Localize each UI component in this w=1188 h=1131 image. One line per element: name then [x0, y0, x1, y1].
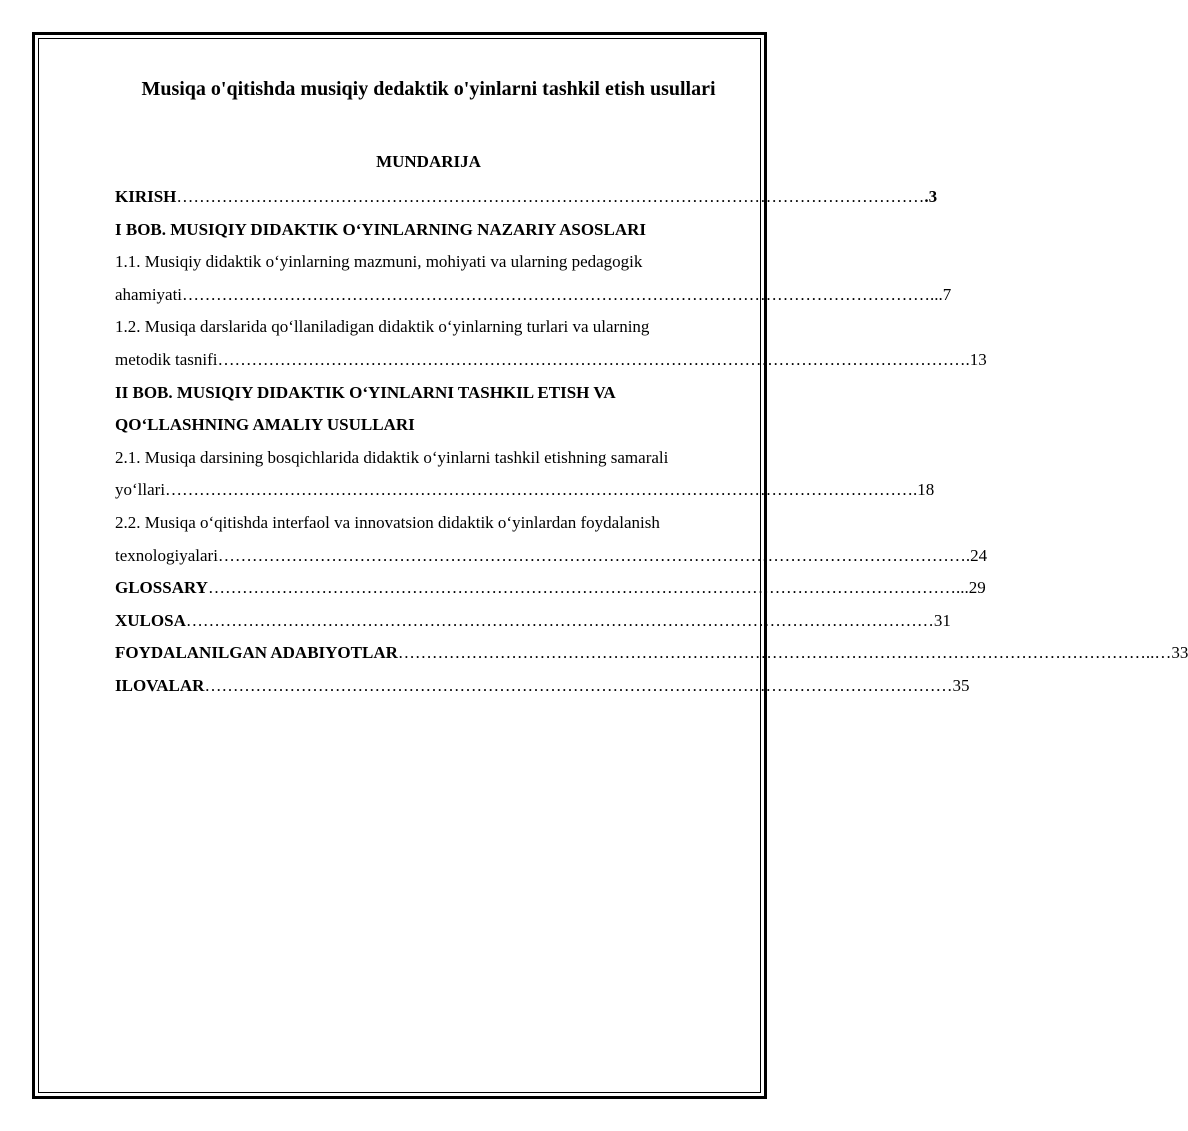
toc-section-2-1-line1[interactable]: 2.1. Musiqa darsining bosqichlarida didaktik o‘yinlarni tashkil etishning samarali — [115, 447, 669, 467]
toc-entry-label: GLOSSARY — [115, 578, 208, 598]
toc-page-number: 35 — [952, 675, 970, 695]
toc-section-2-1-line2[interactable] — [115, 474, 935, 507]
toc-entry-label: ahamiyati — [115, 284, 183, 304]
dot-leader: …………………………………………………………………………………………………………………… — [217, 349, 966, 369]
toc-page-number: .24 — [965, 545, 988, 565]
toc-entry-glossary[interactable] — [115, 572, 986, 605]
toc-entry-kirish[interactable] — [115, 181, 938, 214]
toc-heading: MUNDARIJA — [376, 152, 481, 171]
dot-leader: …………………………………………………………………………………………………………………… — [204, 675, 953, 695]
toc-entry-label: KIRISH — [115, 187, 177, 206]
toc-entry-label: ILOVALAR — [115, 675, 205, 695]
toc-entry-label: metodik tasnifi — [115, 349, 218, 369]
toc-section-2-2-line2[interactable] — [115, 540, 988, 573]
table-of-contents — [115, 181, 1188, 703]
toc-section-2-2-line1[interactable]: 2.2. Musiqa o‘qitishda interfaol va innovatsion didaktik o‘yinlardan foydalanish — [115, 512, 660, 532]
toc-page-number: .18 — [913, 480, 935, 500]
document-title: Musiqa o'qitishda musiqiy dedaktik o'yinlarni tashkil etish usullari — [141, 78, 716, 100]
dot-leader: …………………………………………………………………………………………………………………… — [182, 284, 931, 304]
toc-page-number: 31 — [933, 610, 951, 630]
toc-entry-ilovalar[interactable] — [115, 670, 970, 703]
toc-entry-label: XULOSA — [115, 610, 186, 630]
dot-leader: …………………………………………………………………………………………………………………… — [207, 578, 956, 598]
toc-chapter-2-line2[interactable]: QO‘LLASHNING AMALIY USULLARI — [115, 415, 415, 435]
toc-section-1-1-line1[interactable]: 1.1. Musiqiy didaktik o‘yinlarning mazmuni, mohiyati va ularning pedagogik — [115, 252, 643, 272]
toc-page-number: .13 — [965, 349, 987, 369]
toc-page-number: ..…33 — [1145, 643, 1188, 663]
toc-entry-adabiyotlar[interactable] — [115, 637, 1188, 670]
dot-leader: …………………………………………………………………………………………………………………… — [217, 545, 966, 565]
toc-entry-label: yo‘llari — [115, 480, 166, 500]
toc-chapter-2-line1[interactable]: II BOB. MUSIQIY DIDAKTIK O‘YINLARNI TASHKIL ETISH VA — [115, 382, 616, 402]
toc-entry-label: texnologiyalari — [115, 545, 218, 565]
toc-page-number: .3 — [924, 187, 938, 206]
dot-leader: …………………………………………………………………………………………………………………… — [176, 187, 925, 206]
toc-entry-label: FOYDALANILGAN ADABIYOTLAR — [115, 643, 398, 663]
toc-section-1-1-line2[interactable] — [115, 279, 952, 312]
toc-chapter-1[interactable]: I BOB. MUSIQIY DIDAKTIK O‘YINLARNING NAZARIY ASOSLARI — [115, 219, 647, 239]
toc-entry-xulosa[interactable] — [115, 605, 951, 638]
toc-page-number: ...7 — [930, 284, 952, 304]
dot-leader: …………………………………………………………………………………………………………………… — [397, 643, 1146, 663]
toc-section-1-2-line2[interactable] — [115, 344, 987, 377]
dot-leader: …………………………………………………………………………………………………………………… — [165, 480, 914, 500]
dot-leader: …………………………………………………………………………………………………………………… — [185, 610, 934, 630]
toc-section-1-2-line1[interactable]: 1.2. Musiqa darslarida qo‘llaniladigan didaktik o‘yinlarning turlari va ularning — [115, 317, 650, 337]
toc-page-number: ...29 — [955, 578, 986, 598]
